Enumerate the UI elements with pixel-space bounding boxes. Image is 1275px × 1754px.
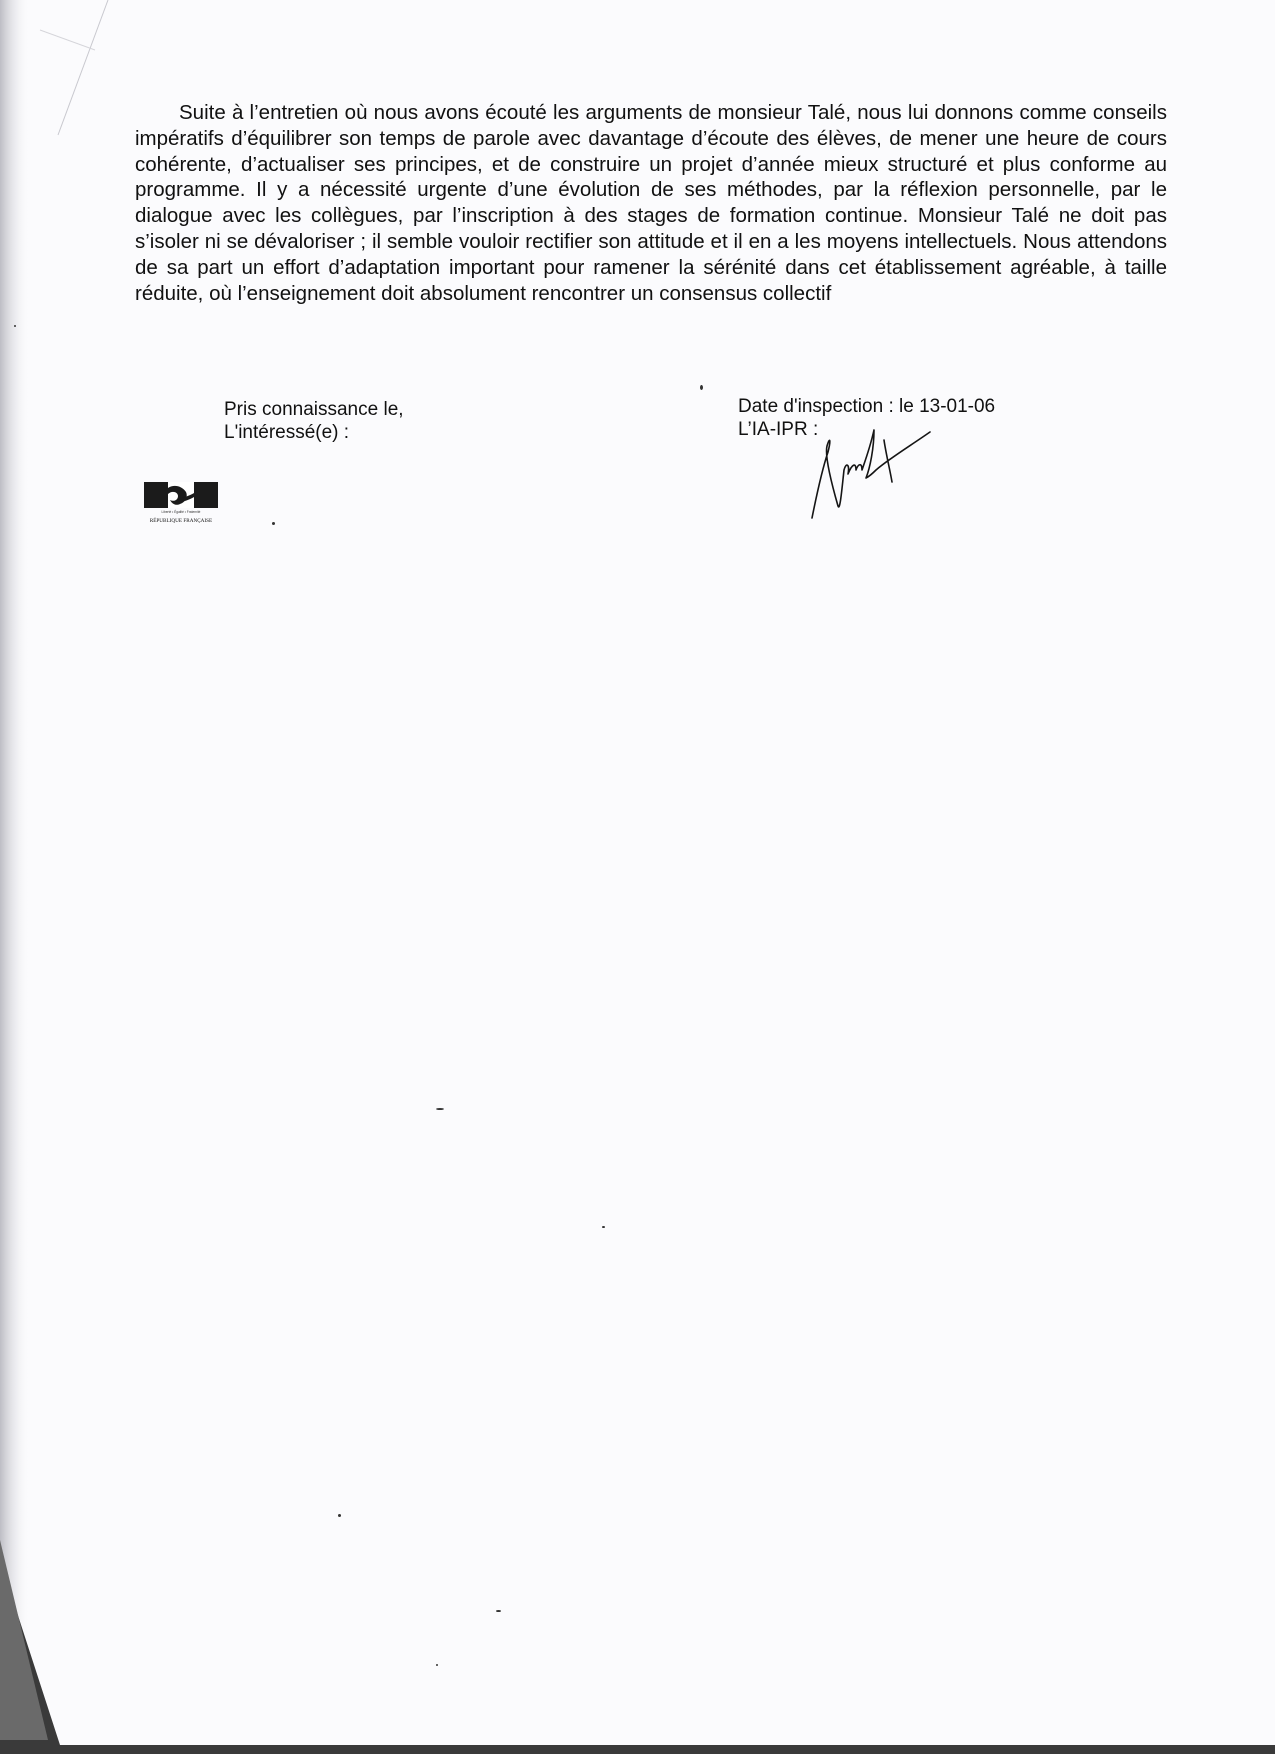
report-paragraph: Suite à l’entretien où nous avons écouté les arguments de monsieur Talé, nous lui donnons comme conseils impératifs d’équilibrer son temps de parole avec davantage d’écoute des élèves, de mener une heure de cours cohérente, d’actualiser ses principes, et de construire un projet d’année mieux structuré et plus conforme au programme. Il y a nécessité urgente d’une évolution de ses méthodes, par la réflexion personnelle, par le dialogue avec les collègues, par l’inscription à des stages de formation continue. Monsieur Talé ne doit pas s’isoler ni se dévaloriser ; il semble vouloir rectifier son attitude et il en a les moyens intellectuels. Nous attendons de sa part un effort d’adaptation important pour ramener la sérénité dans cet établissement agréable, à taille réduite, où l’enseignement doit absolument rencontrer un consensus collectif (135, 101, 1167, 305)
scan-speck (700, 385, 703, 390)
scan-speck (602, 1226, 605, 1228)
acknowledgement-date-label: Pris connaissance le, (224, 399, 404, 420)
scan-speck (496, 1610, 501, 1612)
acknowledgement-block (224, 398, 404, 444)
logo-motto: Liberté • Égalité • Fraternité (161, 510, 201, 514)
inspection-date: Date d'inspection : le 13-01-06 (738, 396, 996, 417)
logo-caption: RÉPUBLIQUE FRANÇAISE (149, 518, 213, 524)
marianne-logo-icon (142, 480, 220, 530)
signature-icon (800, 418, 940, 523)
scan-speck (436, 1108, 444, 1110)
scan-speck (14, 325, 16, 327)
acknowledgement-person-label: L'intéressé(e) : (224, 422, 350, 443)
inspector-label: L’IA-IPR : (738, 419, 819, 440)
scan-speck (272, 522, 275, 525)
scan-speck (436, 1664, 438, 1666)
scan-speck (338, 1514, 341, 1517)
